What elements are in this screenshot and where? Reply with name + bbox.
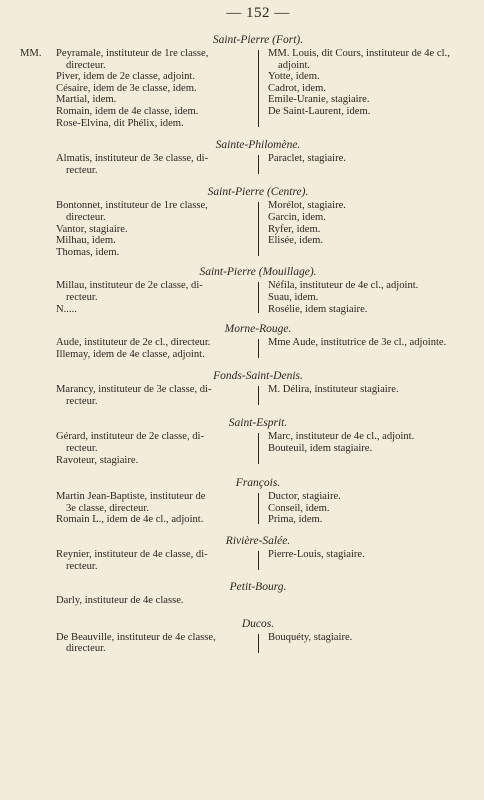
entry-line: Romain L., idem de 4e cl., adjoint. [56,514,204,526]
section [56,580,460,607]
section [56,534,460,572]
entry-line: M. Délira, instituteur stagiaire. [268,384,399,396]
entry-line: Bontonnet, instituteur de 1re classe, [56,200,208,212]
two-column-list [56,337,460,360]
section [56,322,460,360]
entry-line: Piver, idem de 2e classe, adjoint. [56,71,196,83]
entry-line: Martin Jean-Baptiste, instituteur de [56,491,206,503]
section-title: Saint-Esprit. [228,417,288,430]
entry-line: Aude, instituteur de 2e cl., directeur. [56,337,211,349]
right-column [258,491,460,526]
entry-line: Césaire, idem de 3e classe, idem. [56,82,197,94]
section-title: Saint-Pierre (Mouillage). [199,266,317,279]
entry-line: Rosélie, idem stagiaire. [268,303,368,315]
left-column [56,431,258,466]
two-column-list [56,491,460,526]
page-number: — 152 — [226,5,290,21]
entry-line: Rose-Elvina, dit Phélix, idem. [56,117,184,129]
entry-line: 3e classe, directeur. [66,502,149,514]
entry-line: Illemay, idem de 4e classe, adjoint. [56,348,205,360]
right-column [258,153,460,176]
entry-line: Milhau, idem. [56,235,116,247]
sections-container [20,33,460,655]
right-column [258,431,460,466]
two-column-list [56,384,460,407]
left-column [56,549,258,572]
section-title: Sainte-Philomène. [215,139,301,152]
entry-line: directeur. [66,211,106,223]
two-column-list [56,431,460,466]
prefix-label: MM. [20,48,42,59]
left-column [56,153,258,176]
entry-line: directeur. [66,59,106,71]
entry-line: Marancy, instituteur de 3e classe, di- [56,384,212,396]
entry-line: Cadrot, idem. [268,82,326,94]
entry-line: recteur. [66,560,98,572]
left-column [56,491,258,526]
section [56,185,460,258]
entry-line: Bouteuil, idem stagiaire. [268,443,373,455]
entry-line: Martial, idem. [56,94,117,106]
entry-line: Romain, idem de 4e classe, idem. [56,105,199,117]
left-column [56,337,258,360]
entry-line: Millau, instituteur de 2e classe, di- [56,280,203,292]
left-column [56,280,258,315]
entry-line: Garcin, idem. [268,211,326,223]
entry-line: Ductor, stagiaire. [268,491,341,503]
two-column-list [56,549,460,572]
right-column [258,384,460,407]
two-column-list [56,153,460,176]
section-title: Petit-Bourg. [229,581,287,594]
entry-line: Gérard, instituteur de 2e classe, di- [56,431,204,443]
entry-line: MM. Louis, dit Cours, instituteur de 4e cl., [268,48,450,59]
entry-line: Thomas, idem. [56,246,120,258]
entry-line: Morélot, stagiaire. [268,200,346,212]
section [56,476,460,526]
entry-line: recteur. [66,443,98,455]
left-column [56,384,258,407]
entry-line: Reynier, instituteur de 4e classe, di- [56,549,208,561]
entry-line: Yotte, idem. [268,71,320,83]
entry-line: Ravoteur, stagiaire. [56,454,139,466]
entry-line: MM. Peyramale, instituteur de 1re classe, [20,48,209,59]
right-column [258,200,460,258]
prefix-label: MM. [268,48,293,59]
two-column-list [20,48,460,129]
section-title: Rivière-Salée. [225,535,291,548]
entry-line: De Beauville, instituteur de 4e classe, [56,631,216,643]
section-title: Fonds-Saint-Denis. [213,370,303,383]
section [56,138,460,176]
left-column [56,632,258,655]
entry-line: Emile-Uranie, stagiaire. [268,94,370,106]
section-title: Morne-Rouge. [224,323,292,336]
two-column-list [56,632,460,655]
entry-line: Pierre-Louis, stagiaire. [268,549,365,561]
entry-line: Prima, idem. [268,514,323,526]
entry-line: Elisée, idem. [268,235,324,247]
section [20,33,460,129]
entry-line: Marc, instituteur de 4e cl., adjoint. [268,431,415,443]
entry-line: Bouquéty, stagiaire. [268,631,353,643]
entry-line: N..... [56,303,77,315]
entry-line: Conseil, idem. [268,502,330,514]
entry-line: Paraclet, stagiaire. [268,153,346,165]
entry-line: directeur. [66,643,106,655]
right-column [258,48,460,129]
entry-line: Vantor, stagiaire. [56,223,128,235]
entry-line: Almatis, instituteur de 3e classe, di- [56,153,209,165]
left-column [56,200,258,258]
right-column [258,280,460,315]
entry-line: recteur. [66,395,98,407]
entry-line: Néfila, instituteur de 4e cl., adjoint. [268,280,419,292]
two-column-list [56,280,460,315]
entry-line: Suau, idem. [268,291,319,303]
section-title: Ducos. [241,617,275,630]
entry-line: Ryfer, idem. [268,223,321,235]
section-title: Saint-Pierre (Centre). [207,186,309,199]
section [56,416,460,466]
entry-line: recteur. [66,291,98,303]
entry-line: recteur. [66,164,98,176]
section [56,617,460,655]
section-title: Saint-Pierre (Fort). [212,34,304,46]
entry-line: De Saint-Laurent, idem. [268,105,371,117]
right-column [258,337,460,360]
section [56,265,460,315]
right-column [258,549,460,572]
left-column [20,48,258,129]
right-column [258,632,460,655]
section [56,369,460,407]
entry-line: Mme Aude, institutrice de 3e cl., adjointe. [268,337,447,349]
entry-line: adjoint. [278,59,311,71]
section-entry: Darly, instituteur de 4e classe. [56,595,184,607]
two-column-list [56,200,460,258]
section-title: François. [235,477,281,490]
